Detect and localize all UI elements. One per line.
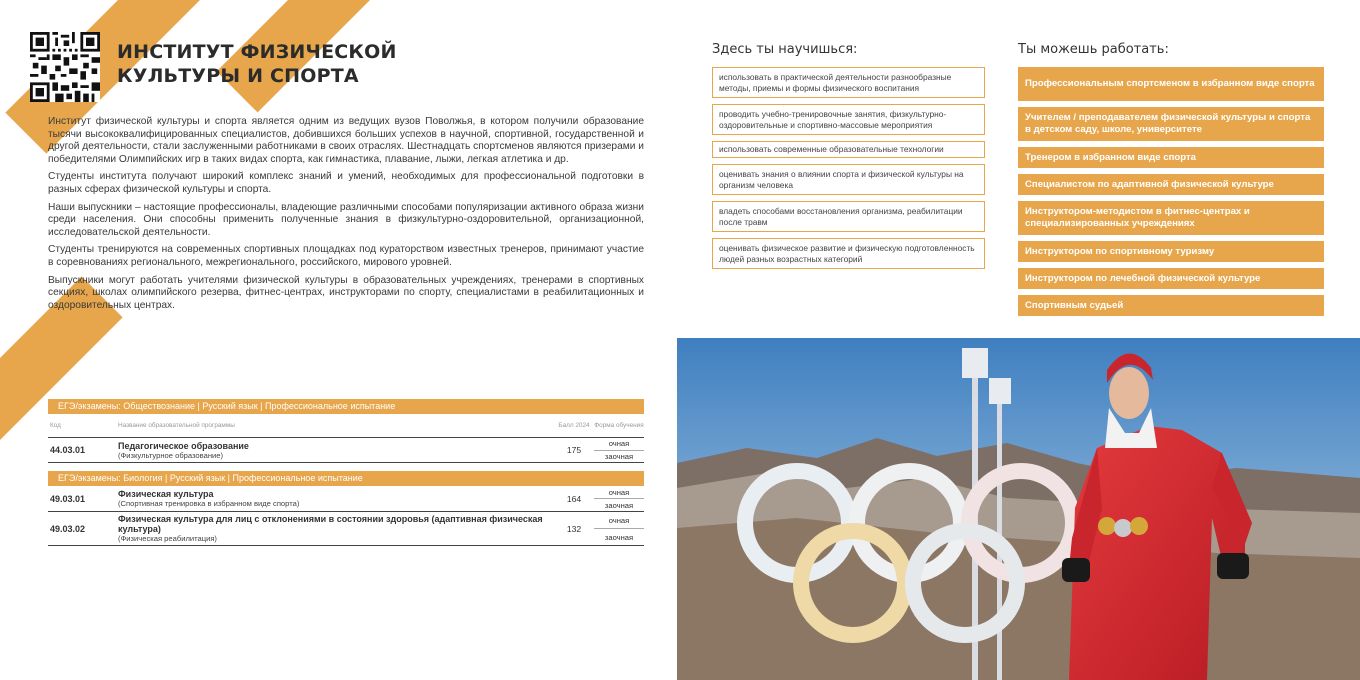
work-item: Инструктором по лечебной физической культуре [1018,268,1324,289]
work-item: Спортивным судьей [1018,295,1324,316]
form-extramural: заочная [594,450,644,463]
title-line: КУЛЬТУРЫ И СПОРТА [117,65,359,87]
program-name: Педагогическое образование [118,440,249,451]
programs-table [48,399,644,546]
form-extramural: заочная [594,498,644,511]
col-score: Балл 2024 [558,422,590,429]
program-name: Физическая культура [118,489,214,499]
learn-list [712,67,985,275]
page-title [117,40,417,88]
program-score: 132 [566,523,582,534]
col-name: Название образовательной программы [118,422,235,429]
intro-paragraph: Наши выпускники – настоящие профессионалы, владеющие различными способами популяризации активного образа жизни среди населения. Они способны применить полученные знания в физкультурно-оздоровительной, организационной, исследовательской деятельности. [48,201,644,238]
intro-paragraph: Студенты института получают широкий комплекс знаний и умений, необходимых для профессиональной подготовки в разных сферах физической культуры и спорта. [48,171,644,195]
learn-item: проводить учебно-тренировочные занятия, физкультурно-оздоровительные и спортивно-массовые мероприятия [712,104,985,135]
program-name-cell [118,438,554,462]
program-score: 175 [566,445,582,455]
work-item: Учителем / преподавателем физической культуры и спорта в детском саду, школе, университете [1018,107,1324,141]
form-fulltime: очная [608,439,630,449]
program-score: 164 [566,493,582,504]
table-row [48,512,644,546]
form-fulltime: очная [608,515,630,525]
program-code: 49.03.01 [50,493,86,504]
learn-item: использовать современные образовательные технологии [712,141,985,158]
work-item: Тренером в избранном виде спорта [1018,147,1324,168]
learn-title: Здесь ты научишься: [712,42,858,57]
program-code: 49.03.02 [50,523,86,534]
program-name: Физическая культура для лиц с отклонениями в состоянии здоровья (адаптивная физическая культура) [118,514,543,534]
program-profile: (Физкультурное образование) [118,450,224,460]
work-title: Ты можешь работать: [1018,42,1169,57]
program-profile: (Спортивная тренировка в избранном виде спорта) [118,499,300,508]
work-item: Инструктором по спортивному туризму [1018,241,1324,262]
work-list [1018,67,1324,322]
intro-text [48,116,644,317]
exams-header: ЕГЭ/экзамены: Биология | Русский язык | Профессиональное испытание [48,471,644,486]
program-name-cell [118,486,554,511]
table-row [48,438,644,463]
learn-item: использовать в практической деятельности разнообразные методы, приемы и формы физического воспитания [712,67,985,98]
program-forms [594,512,644,545]
exams-header: ЕГЭ/экзамены: Обществознание | Русский язык | Профессиональное испытание [48,399,644,414]
title-line: ИНСТИТУТ ФИЗИЧЕСКОЙ [117,41,397,63]
work-item: Специалистом по адаптивной физической культуре [1018,174,1324,195]
qr-code-icon[interactable] [30,32,100,102]
form-fulltime: очная [608,487,630,497]
form-extramural: заочная [594,528,644,545]
table-row [48,486,644,512]
program-code: 44.03.01 [50,445,86,455]
program-forms [594,438,644,462]
intro-paragraph: Студенты тренируются на современных спортивных площадках под кураторством известных тренеров, принимают участие в соревнованиях регионального, межрегионального, российского, мирового уровней. [48,244,644,268]
work-item: Профессиональным спортсменом в избранном виде спорта [1018,67,1324,101]
col-code: Код [50,422,61,429]
intro-paragraph: Выпускники могут работать учителями физической культуры в образовательных учреждениях, тренерами в спортивных секциях, школах олимпийского резерва, фитнес-центрах, инструкторами по спорту, специалистами в реабилитационных и оздоровительных центрах. [48,274,644,311]
learn-item: оценивать физическое развитие и физическую подготовленность людей разных возрастных категорий [712,238,985,269]
program-forms [594,486,644,511]
work-item: Инструктором-методистом в фитнес-центрах и специализированных учреждениях [1018,201,1324,235]
program-name-cell [118,512,554,545]
table-column-headers [48,414,644,438]
program-profile: (Физическая реабилитация) [118,534,217,543]
col-form: Форма обучения [594,422,644,429]
learn-item: оценивать знания о влиянии спорта и физической культуры на организм человека [712,164,985,195]
learn-item: владеть способами восстановления организма, реабилитации после травм [712,201,985,232]
athlete-photo [677,338,1360,680]
intro-paragraph: Институт физической культуры и спорта является одним из ведущих вузов Поволжья, в котором получили образование тысячи высококвалифицированных специалистов, добившихся больших успехов в научной, спортивной, государственной и другой деятельности, стали заслуженными работниками в своих отраслях. Шестнадцать спортсменов являются призерами и победителями Олимпийских игр в таких видах спорта, как гимнастика, плавание, лыжи, легкая атлетика и др. [48,116,644,165]
